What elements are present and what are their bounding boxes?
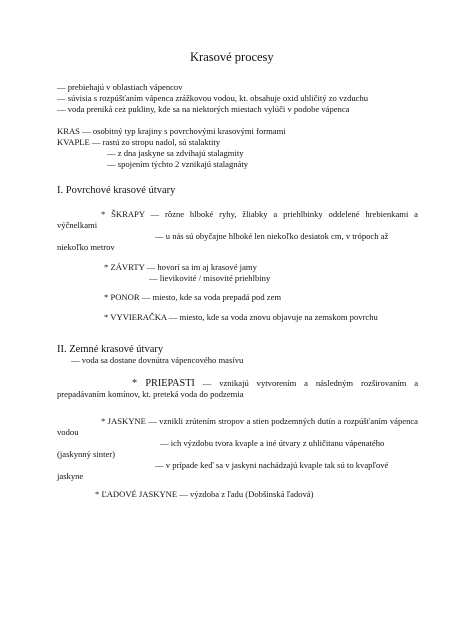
jaskyne-detail: — ich výzdobu tvora kvaple a iné útvary z uhličitanu vápenatého (160, 438, 385, 448)
page-title: Krasové procesy (190, 50, 274, 64)
jaskyne-detail-cont: (jaskynný sinter) (57, 449, 115, 459)
zavrty-detail: — lievikovité / misovité priehlbiny (149, 273, 271, 283)
jaskyne-kvaple: — v prípade keď sa v jaskyni nachádzajú kvaple tak sú to kvapľové (155, 460, 389, 470)
zavrty-definition: * ZÁVRTY — hovorí sa im aj krasové jamy (104, 262, 257, 272)
skrapy-detail-cont: niekoľko metrov (57, 242, 115, 252)
intro-line-1: — prebiehajú v oblastiach vápencov (57, 82, 183, 92)
section-2-heading: II. Zemné krasové útvary (57, 344, 164, 355)
jaskyne-kvaple-cont: jaskyne (57, 471, 84, 481)
intro-line-3: — voda preniká cez pukliny, kde sa na niektorých miestach vylúči v podobe vápenca (57, 104, 350, 114)
definition-kras: KRAS — osobitný typ krajiny s povrchovými krasovými formami (57, 126, 286, 136)
definition-kvaple-stalagmity: — z dna jaskyne sa zdvihajú stalagmity (107, 148, 244, 158)
intro-line-2: — súvisia s rozpúšťaním vápenca zrážkovou vodou, kt. obsahuje oxid uhličitý zo vzduchu (57, 93, 369, 103)
jaskyne-definition: * JASKYNE — vznikli zrútením stropov a stien podzemných dutín a rozpúšťaním vápenca vodou (57, 416, 418, 437)
definition-kvaple: KVAPLE — rastú zo stropu nadol, sú stalaktity (57, 137, 221, 147)
priepasti-definition (57, 378, 418, 400)
vyvieracka-definition: * VYVIERAČKA — miesto, kde sa voda znovu objavuje na zemskom povrchu (104, 312, 378, 322)
priepasti-text: — vznikajú vytvorením a následným rozširovaním a prepadávaním komínov, kt. preteká voda do podzemia (57, 378, 419, 399)
definition-kvaple-stalagnaty: — spojením týchto 2 vznikajú stalagnáty (107, 159, 249, 169)
skrapy-detail: — u nás sú obyčajne hlboké len niekoľko desiatok cm, v trópoch až (155, 231, 389, 241)
priepasti-term: * PRIEPASTI (132, 378, 195, 389)
section-2-subtitle: — voda sa dostane dovnútra vápencového masívu (71, 355, 244, 365)
ponor-definition: * PONOR — miesto, kde sa voda prepadá pod zem (104, 292, 282, 302)
section-1-heading: I. Povrchové krasové útvary (57, 185, 176, 196)
skrapy-definition: * ŠKRAPY — rôzne hlboké ryhy, žliabky a priehlbinky oddelené hrebienkami a výčnelkami (57, 209, 418, 230)
ladove-jaskyne-definition: * ĽADOVÉ JASKYNE — výzdoba z ľadu (Dobšinská ľadová) (95, 489, 314, 499)
